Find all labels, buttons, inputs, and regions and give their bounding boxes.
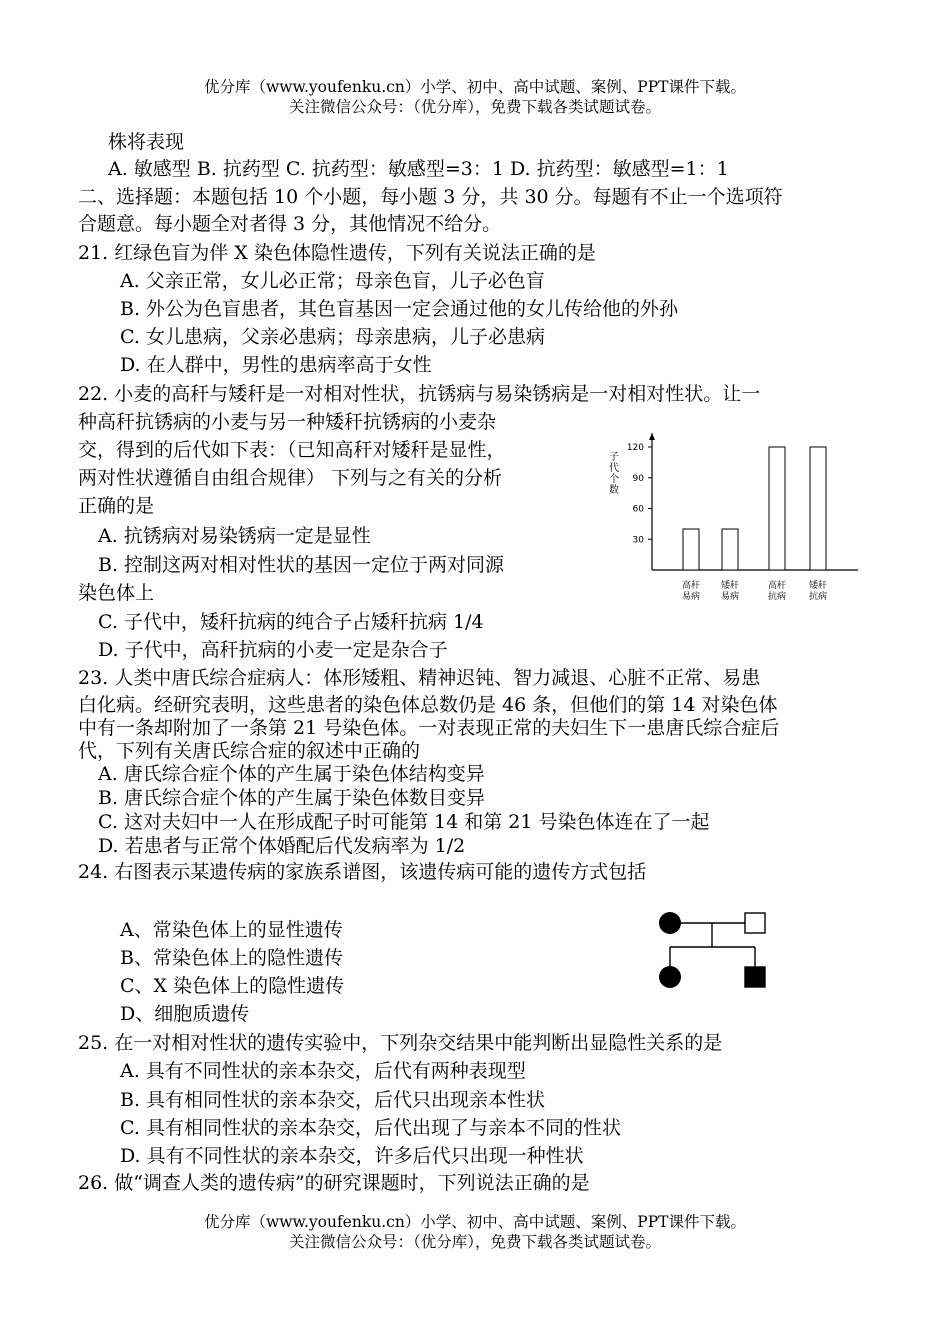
prev-question-fragment: 株将表现 — [108, 131, 185, 153]
q24-option-b: B、常染色体上的隐性遗传 — [120, 947, 343, 969]
q21-option-a: A. 父亲正常，女儿必正常；母亲色盲，儿子必色盲 — [120, 270, 545, 292]
q24-option-c: C、X 染色体上的隐性遗传 — [120, 975, 345, 997]
chart-y-tick-label: 90 — [632, 473, 644, 484]
q23-option-c: C. 这对夫妇中一人在形成配子时可能第 14 和第 21 号染色体连在了一起 — [98, 811, 710, 833]
section-heading-line2: 合题意。每小题全对者得 3 分，其他情况不给分。 — [78, 213, 502, 235]
chart-y-tick-label: 30 — [632, 535, 644, 546]
q22-stem-line3: 交，得到的后代如下表：（已知高秆对矮秆是显性， — [78, 439, 506, 461]
chart-bar — [769, 447, 785, 570]
chart-category-label: 抗病 — [808, 592, 828, 602]
page-header-line1: 优分库（www.youfenku.cn）小学、初中、高中试题、案例、PPT课件下载。 — [203, 78, 747, 96]
q21-option-d: D. 在人群中，男性的患病率高于女性 — [120, 354, 432, 376]
chart-y-tick-label: 60 — [632, 504, 644, 515]
son-affected-square — [745, 967, 765, 987]
chart-category-label: 高秆 — [681, 581, 701, 591]
q25-option-d: D. 具有不同性状的亲本杂交，许多后代只出现一种性状 — [120, 1145, 584, 1167]
section-heading-line1: 二、选择题：本题包括 10 个小题，每小题 3 分，共 30 分。每题有不止一个选项符 — [78, 186, 783, 208]
q23-stem-line4: 代，下列有关唐氏综合症的叙述中正确的 — [78, 740, 421, 762]
q22-option-a: A. 抗锈病对易染锈病一定是显性 — [98, 525, 371, 547]
q22-stem-line4: 两对性状遵循自由组合规律） 下列与之有关的分析 — [78, 467, 503, 489]
q22-option-b-line1: B. 控制这两对相对性状的基因一定位于两对同源 — [98, 554, 505, 576]
offspring-bar-chart — [600, 425, 870, 610]
q23-stem-line3: 中有一条却附加了一条第 21 号染色体。一对表现正常的夫妇生下一患唐氏综合症后 — [78, 717, 780, 739]
chart-bar — [810, 447, 826, 570]
page-header-line2: 关注微信公众号：（优分库），免费下载各类试题试卷。 — [288, 98, 661, 116]
prev-question-options: A. 敏感型 B. 抗药型 C. 抗药型：敏感型=3：1 D. 抗药型：敏感型=1：1 — [108, 158, 729, 180]
q25-option-a: A. 具有不同性状的亲本杂交，后代有两种表现型 — [120, 1060, 526, 1082]
q22-stem-line5: 正确的是 — [78, 495, 155, 517]
q22-option-d: D. 子代中，高秆抗病的小麦一定是杂合子 — [98, 639, 448, 661]
q23-option-b: B. 唐氏综合症个体的产生属于染色体数目变异 — [98, 787, 486, 809]
page-footer-line2: 关注微信公众号：（优分库），免费下载各类试题试卷。 — [288, 1233, 661, 1251]
q25-option-c: C. 具有相同性状的亲本杂交，后代出现了与亲本不同的性状 — [120, 1117, 621, 1139]
chart-category-label: 抗病 — [767, 592, 787, 602]
q22-option-b-line2: 染色体上 — [78, 582, 155, 604]
chart-bar — [683, 529, 699, 570]
chart-category-label: 易病 — [681, 592, 701, 602]
q22-option-c: C. 子代中，矮秆抗病的纯合子占矮秆抗病 1/4 — [98, 611, 484, 633]
father-normal-square — [745, 913, 765, 933]
q25-option-b: B. 具有相同性状的亲本杂交，后代只出现亲本性状 — [120, 1089, 546, 1111]
chart-y-axis-label: 子代个数 — [609, 452, 619, 496]
q22-stem-line1: 22. 小麦的高秆与矮秆是一对相对性状，抗锈病与易染锈病是一对相对性状。让一 — [78, 383, 761, 405]
q23-option-a: A. 唐氏综合症个体的产生属于染色体结构变异 — [98, 763, 485, 785]
q24-stem: 24. 右图表示某遗传病的家族系谱图，该遗传病可能的遗传方式包括 — [78, 861, 647, 883]
chart-y-axis-arrow — [649, 433, 655, 440]
q23-stem-line1: 23. 人类中唐氏综合症病人：体形矮粗、精神迟钝、智力减退、心脏不正常、易患 — [78, 667, 761, 689]
q21-stem: 21. 红绿色盲为伴 X 染色体隐性遗传，下列有关说法正确的是 — [78, 242, 596, 264]
mother-affected-circle — [659, 912, 681, 934]
chart-category-label: 矮秆 — [808, 581, 828, 591]
pedigree-diagram — [650, 905, 775, 1005]
chart-category-label: 高秆 — [767, 581, 787, 591]
q26-stem: 26. 做“调查人类的遗传病”的研究课题时，下列说法正确的是 — [78, 1172, 590, 1194]
page-footer-line1: 优分库（www.youfenku.cn）小学、初中、高中试题、案例、PPT课件下载。 — [203, 1213, 747, 1231]
q22-stem-line2: 种高秆抗锈病的小麦与另一种矮秆抗锈病的小麦杂 — [78, 411, 497, 433]
chart-category-label: 易病 — [720, 592, 740, 602]
q23-option-d: D. 若患者与正常个体婚配后代发病率为 1/2 — [98, 835, 466, 857]
q21-option-c: C. 女儿患病，父亲必患病；母亲患病，儿子必患病 — [120, 326, 545, 348]
q25-stem: 25. 在一对相对性状的遗传实验中，下列杂交结果中能判断出显隐性关系的是 — [78, 1032, 723, 1054]
daughter-affected-circle — [659, 966, 681, 988]
q21-option-b: B. 外公为色盲患者，其色盲基因一定会通过他的女儿传给他的外孙 — [120, 298, 679, 320]
chart-category-label: 矮秆 — [720, 581, 740, 591]
q24-option-a: A、常染色体上的显性遗传 — [120, 919, 343, 941]
q23-stem-line2: 白化病。经研究表明，这些患者的染色体总数仍是 46 条，但他们的第 14 对染色体 — [78, 694, 778, 716]
chart-y-tick-label: 120 — [626, 443, 644, 453]
q24-option-d: D、细胞质遗传 — [120, 1003, 250, 1025]
chart-bar — [722, 529, 738, 570]
